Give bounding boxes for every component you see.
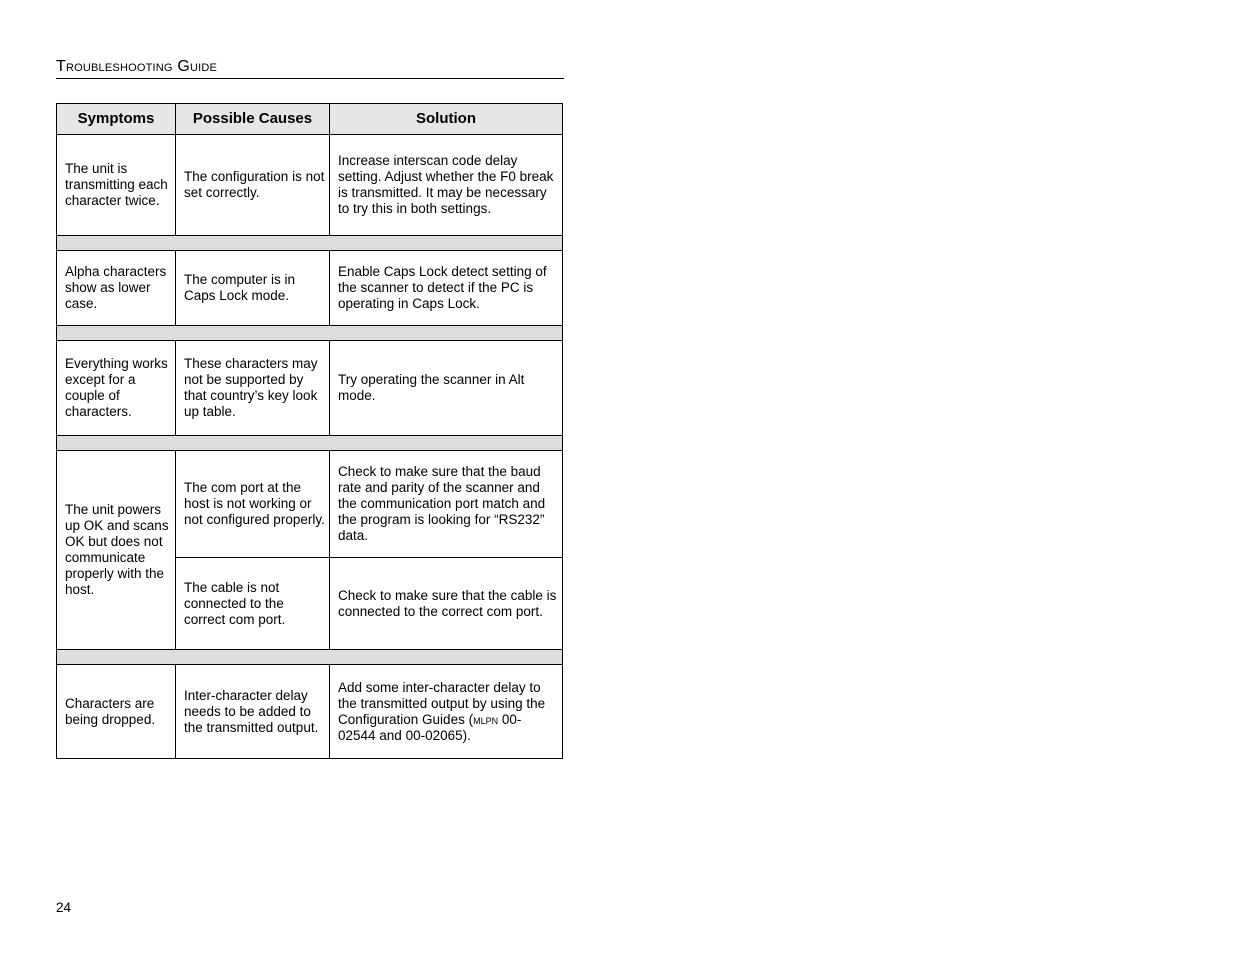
symptom-cell: The unit powers up OK and scans OK but does not communicate properly with the host. bbox=[57, 451, 176, 650]
solution-text: Add some inter-character delay to the transmitted output by using the Configuration Guides ( bbox=[338, 679, 546, 727]
cause-cell: These characters may not be supported by that country’s key look up table. bbox=[176, 341, 330, 436]
symptom-cell: Characters are being dropped. bbox=[57, 665, 176, 759]
solution-cell: Enable Caps Lock detect setting of the scanner to detect if the PC is operating in Caps Lock. bbox=[330, 251, 563, 326]
row-separator bbox=[57, 326, 563, 341]
row-separator bbox=[57, 236, 563, 251]
solution-cell bbox=[330, 665, 563, 759]
row-separator bbox=[57, 436, 563, 451]
troubleshooting-table bbox=[56, 103, 563, 759]
cause-cell: The computer is in Caps Lock mode. bbox=[176, 251, 330, 326]
column-header-possible-causes: Possible Causes bbox=[176, 104, 330, 135]
solution-cell: Check to make sure that the baud rate and parity of the scanner and the communication port match and the program is looking for “RS232” data. bbox=[330, 451, 563, 558]
cause-cell: The configuration is not set correctly. bbox=[176, 135, 330, 236]
separator-cell bbox=[57, 236, 563, 251]
table-row bbox=[57, 135, 563, 236]
column-header-solution: Solution bbox=[330, 104, 563, 135]
table-header-row bbox=[57, 104, 563, 135]
solution-text: 00-02544 and 00-02065). bbox=[338, 711, 522, 743]
page-number: 24 bbox=[56, 900, 72, 915]
table-row bbox=[57, 665, 563, 759]
symptom-cell: The unit is transmitting each character twice. bbox=[57, 135, 176, 236]
table-row bbox=[57, 251, 563, 326]
cause-cell: Inter-character delay needs to be added to the transmitted output. bbox=[176, 665, 330, 759]
page-header: Troubleshooting Guide bbox=[56, 58, 564, 79]
row-separator bbox=[57, 650, 563, 665]
table-row bbox=[57, 341, 563, 436]
solution-cell: Check to make sure that the cable is connected to the correct com port. bbox=[330, 558, 563, 650]
separator-cell bbox=[57, 650, 563, 665]
table-row bbox=[57, 451, 563, 558]
solution-cell: Increase interscan code delay setting. Adjust whether the F0 break is transmitted. It may be necessary to try this in both settings. bbox=[330, 135, 563, 236]
cause-cell: The cable is not connected to the correct com port. bbox=[176, 558, 330, 650]
symptom-cell: Everything works except for a couple of characters. bbox=[57, 341, 176, 436]
cause-cell: The com port at the host is not working or not configured properly. bbox=[176, 451, 330, 558]
mlpn-abbreviation: mlpn bbox=[473, 711, 499, 727]
column-header-symptoms: Symptoms bbox=[57, 104, 176, 135]
separator-cell bbox=[57, 326, 563, 341]
solution-cell: Try operating the scanner in Alt mode. bbox=[330, 341, 563, 436]
separator-cell bbox=[57, 436, 563, 451]
symptom-cell: Alpha characters show as lower case. bbox=[57, 251, 176, 326]
